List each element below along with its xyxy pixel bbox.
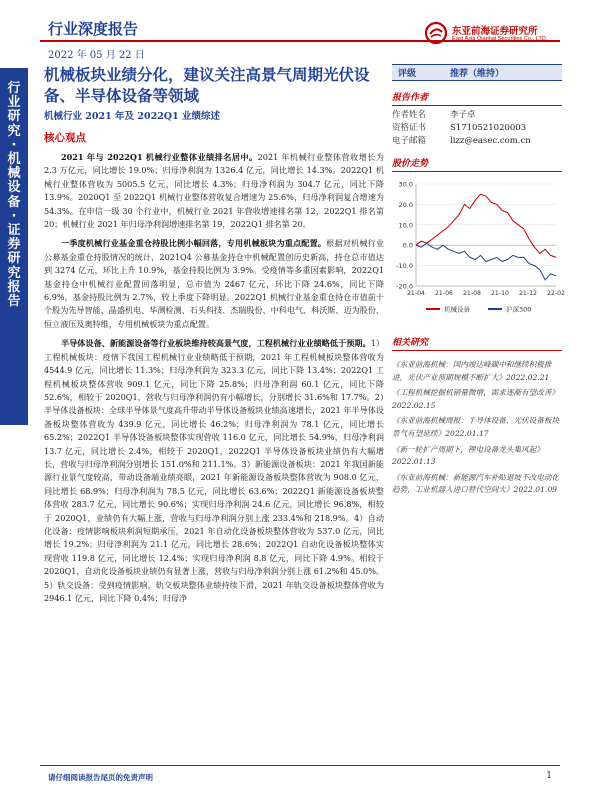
analyst-row [392,122,562,134]
y-tick-label: 30.0 [398,180,413,189]
x-tick-label: 21-12 [519,290,537,297]
related-research-item[interactable]: 《东亚前海机械：新能源汽车补贴退坡不改电动化趋势，工业机器人进口替代空间大》2022.01.09 [392,472,560,495]
report-date: 2022 年 05 月 22 日 [48,50,145,61]
analyst-row [392,109,562,121]
company-name-cn: 东亚前海证券研究所 [452,26,538,37]
paragraph-fund-holdings [44,237,384,331]
related-research-item[interactable]: 《新一轮扩产周期下，锂电设备龙头集风起》2022.01.13 [392,444,544,467]
y-tick-label: 20.0 [398,200,413,209]
x-tick-label: 21-04 [407,290,425,297]
related-research-item[interactable]: 《工程机械挖掘机销量微增，需求逐渐有望改善》2022.02.15 [392,388,560,410]
y-tick-label: -20.0 [396,282,413,291]
sidebar-label: 行业研究·机械设备·证券研究报告 [7,81,21,310]
rating-label: 评级 [398,69,417,79]
footer-disclaimer: 请仔细阅读报告尾页的免责声明 [48,773,153,782]
price-chart-heading: 股价走势 [392,156,562,172]
paragraph-performance-lead: 2021 年与 2022Q1 机械行业整体业绩排名居中。 [61,152,258,162]
core-views-heading: 核心观点 [44,132,86,144]
page-number: 1 [546,771,552,781]
legend-label: 机械设备 [444,305,470,314]
company-name-en: East Asia Qianhai Securities Co., LTD. [452,36,548,42]
x-tick-label: 22-02 [547,290,565,297]
analyst-email[interactable]: lizz@easec.com.cn [450,136,531,146]
analyst-heading: 报告作者 [392,90,562,106]
series-line-csi300 [416,243,556,280]
rating-value: 推荐（维持） [450,69,505,79]
right-column [392,64,565,497]
paragraph-segments-body: 1）工程机械板块：疫情下我国工程机械行业业绩略低于预期，2021 年工程机械板块整体营收为 4544.9 亿元，同比增长 11.3%；归母净利润为 323.3 亿元，同比下降 13.4%；2022Q1 工程机械板块整体营收 909.1 亿元，同比下降 25.8%；归母净利润 60.1 亿元，同比下降 52.6%，相较于 2020Q1，营收与归母净利润仍有小幅增长，分别增长 31.6%和 17.7%。2）半导体设备板块：全球半导体景气度高升带动半导体设备板块业绩高速增长，2021 年半导体设备板块整体营收为 439.9 亿元，同比增长 46.2%；归母净利润为 78.1 亿元，同比增长 65.2%；2022Q1 半导体设备板块整体实现营收 116.0 亿元，同比增长 54.9%，归母净利润 13.7 亿元，同比增长 2.4%，相较于 2020Q1，2022Q1 半导体设备板块业绩仍有大幅增长，营收与归母净利润分别增长 151.0%和 211.1%。3）新能源设备板块：2021 年我国新能源行业景气度较高，带动设备端业绩亮眼，2021 年新能源设备板块整体营收为 908.0 亿元，同比增长 68.9%；归母净利润为 78.5 亿元，同比增长 63.6%；2022Q1 新能源设备板块整体营收 283.7 亿元，同比增长 90.6%；实现归母净利润 24.6 亿元，同比增长 96.8%，相较于 2020Q1，业绩仍有大幅上涨，营收与归母净利润分别上涨 233.4%和 218.9%。4）自动化设备：疫情影响板块利润短期承压，2021 年自动化设备板块整体营收为 537.0 亿元，同比增长 19.2%；归母净利润为 21.1 亿元，同比增长 28.6%；2022Q1 自动化设备板块整体实现营收 119.8 亿元，同比增长 12.4%；实现归母净利润 8.8 亿元，同比下降 4.9%。相较于 2020Q1，自动化设备板块业绩仍有显著上涨，营收与归母净利润分别上涨 61.2%和 45.0%。5）轨交设备：受到疫情影响，轨交板块整体业绩持续下滑，2021 年轨交设备板块整体营收为 2946.1 亿元，同比下降 0.4%；归母净 [44,338,384,603]
x-tick-label: 21-08 [463,290,481,297]
related-research-heading: 相关研究 [392,335,562,351]
y-tick-label: -10.0 [396,262,413,271]
paragraph-segments [44,337,384,605]
related-research-item[interactable]: 《东亚前海机械周报：半导体设备、光伏设备板块景气有望延续》2022.01.17 [392,416,560,438]
paragraph-fund-holdings-body: 根据对机械行业公募基金重仓持股情况的统计，2021Q4 公募基金持仓中机械配置创历史新高，持仓总市值达到 3274 亿元，环比上升 10.9%，基金持股比例为 3.9%。受疫情等多重因素影响，2022Q1 基金持仓中机械行业配置回落明显，总市值为 2467 亿元，环比下降 24.6%，同比下降 6.9%，基金持股比例为 2.7%，较上季度下降明显。2022Q1 机械行业基金重仓持仓市值前十个股为先导智能、晶盛机电、华测检测、石头科技、杰瑞股份、中科电气、科沃斯、迈为股份、恒立液压及奥特维，专用机械板块为重点配置。 [44,238,384,329]
company-logo-icon [424,21,448,45]
price-chart [392,176,565,326]
analyst-key: 资格证书 [392,123,427,133]
analyst-key: 电子邮箱 [392,136,427,146]
paragraph-performance-body: 2021 年机械行业整体营收增长为 2.3 万亿元，同比增长 19.0%；归母净利润为 1326.4 亿元，同比增长 14.3%。2022Q1 机械行业整体营收为 5005.5 亿元，同比增长 4.3%；归母净利润为 304.7 亿元，同比下降 13.9%。2020Q1 至 2022Q1 机械行业整体营收复合增速为 25.6%，归母净利润复合增速为 54.3%。在申信一级 30 个行业中，机械行业 2021 年营收增速排名第 12，2022Q1 排名第 20；机械行业 2021 年归母净利润增速排名第 19，2022Q1 排名第 20。 [44,152,384,230]
related-research-item[interactable]: 《东亚前海机械：国内竣达峰碳中和继续积极推进，光伏产业预期规模不断扩大》2022.02.21 [392,360,552,382]
related-research-list [392,359,562,497]
analyst-value: 李子卓 [450,110,476,120]
rating-bar [392,64,562,81]
paragraph-fund-holdings-lead: 一季度机械行业基金重仓持股比例小幅回落，专用机械板块为重点配置。 [61,238,327,249]
y-tick-label: 0.0 [402,241,413,250]
analyst-info [392,109,562,147]
legend-label: 沪深300 [506,305,532,314]
paragraph-segments-lead: 半导体设备、新能源设备等行业板块维持较高景气度，工程机械行业业绩略低于预期。 [61,338,371,349]
footer-divider [40,765,560,766]
price-chart-svg [392,176,565,326]
analyst-row [392,135,562,147]
x-tick-label: 21-10 [491,290,509,297]
y-tick-label: 10.0 [398,221,413,230]
series-line-machinery [416,194,556,257]
main-column [44,64,384,605]
report-category: 行业深度报告 [48,20,139,38]
analyst-key: 作者姓名 [392,110,427,120]
analyst-value: S1710521020003 [450,123,527,133]
report-subtitle: 机械行业 2021 年及 2022Q1 业绩综述 [44,111,220,122]
report-title: 机械板块业绩分化，建议关注高景气周期光伏设备、半导体设备等领域 [44,65,370,105]
paragraph-performance [44,151,384,231]
x-tick-label: 21-06 [435,290,453,297]
